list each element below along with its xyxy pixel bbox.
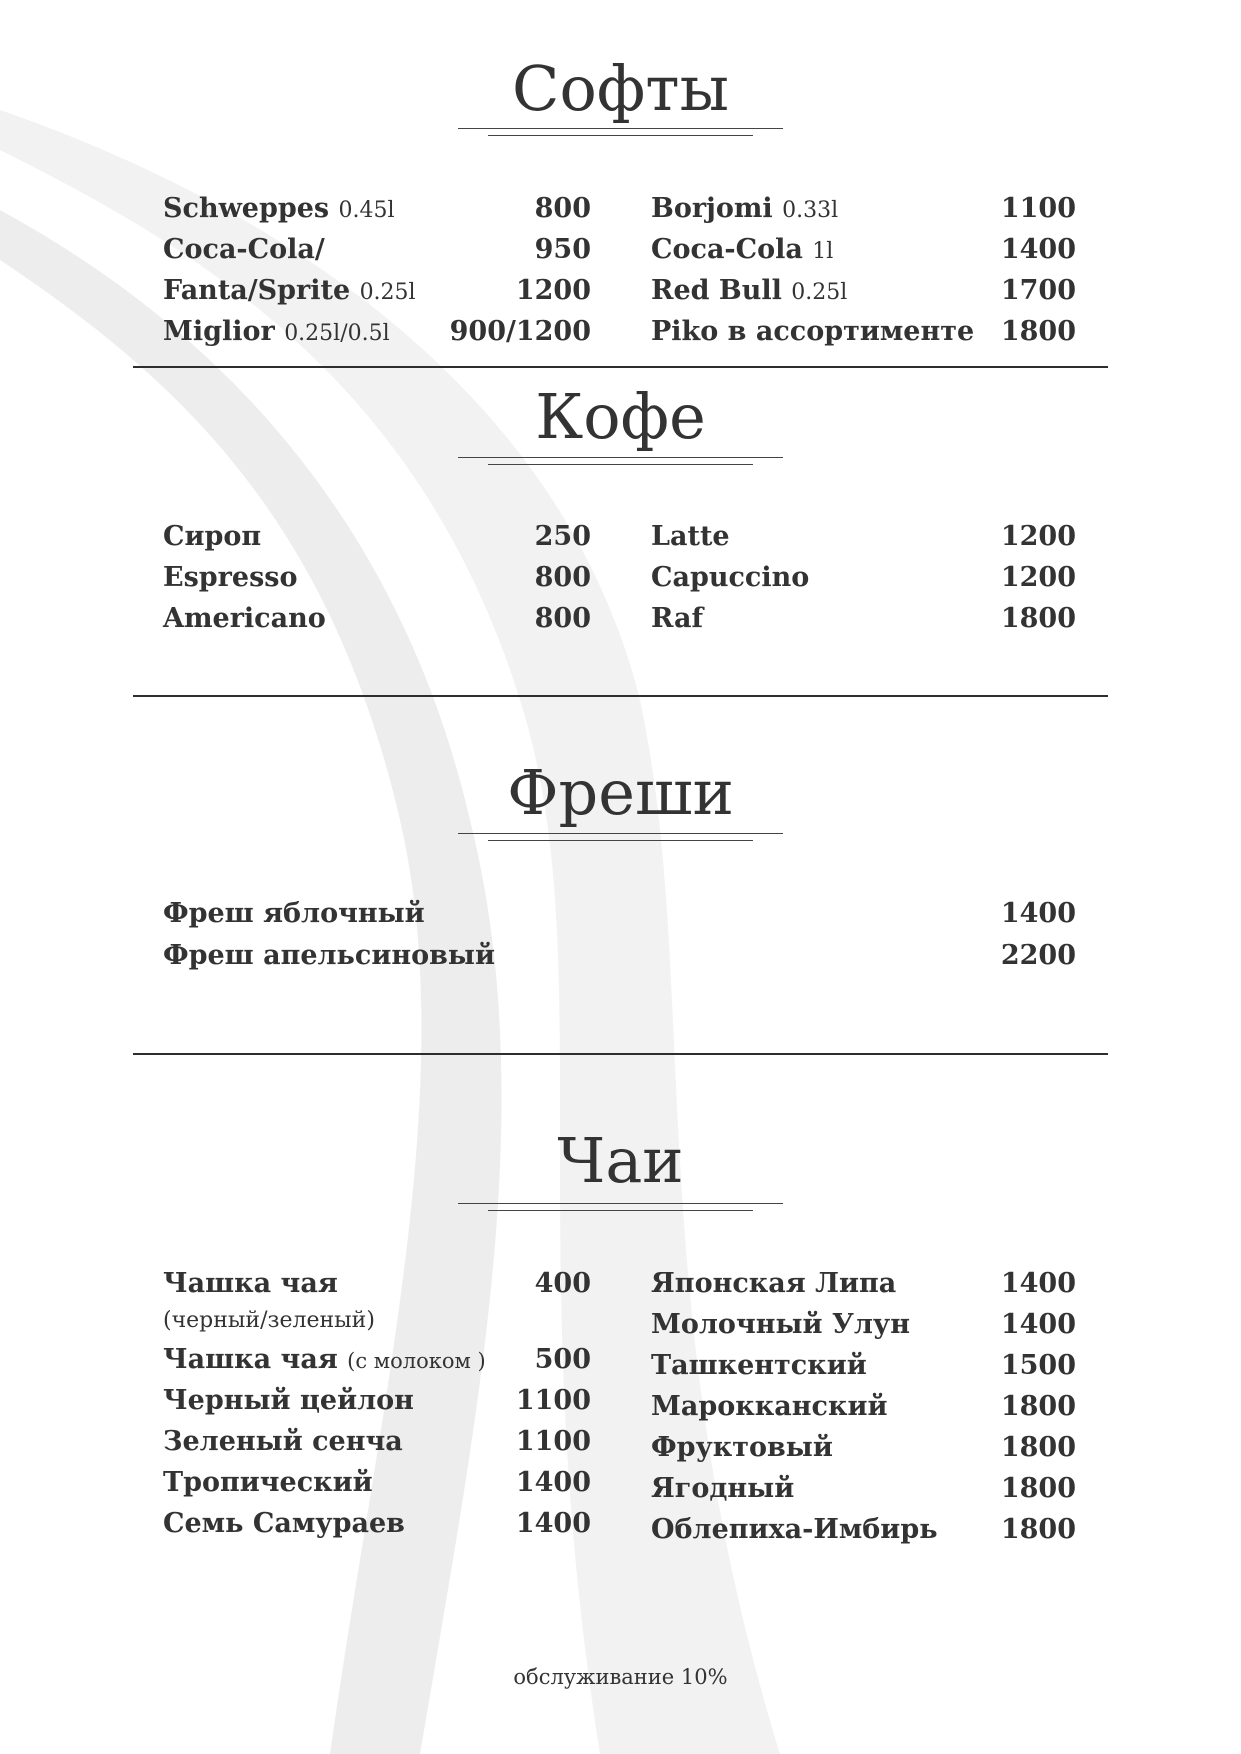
menu-item: Сироп 250 <box>163 521 591 552</box>
menu-item: Borjomi 0.33l 1100 <box>651 193 1076 224</box>
menu-item: Молочный Улун 1400 <box>651 1309 1076 1340</box>
section-title-softs: Софты <box>512 52 729 125</box>
service-charge-note: обслуживание 10% <box>513 1665 728 1689</box>
menu-item: Тропический 1400 <box>163 1467 591 1498</box>
section-divider <box>133 1053 1108 1055</box>
menu-item: Облепиха-Имбирь 1800 <box>651 1514 1076 1545</box>
menu-item: Фруктовый 1800 <box>651 1432 1076 1463</box>
menu-item: Schweppes 0.45l 800 <box>163 193 591 224</box>
menu-item: Фреш апельсиновый 2200 <box>163 940 1076 971</box>
menu-item: Чашка чая 400 <box>163 1268 591 1299</box>
title-underline-fresh <box>458 833 783 847</box>
menu-item: Espresso 800 <box>163 562 591 593</box>
title-underline-tea <box>458 1203 783 1217</box>
menu-item: Raf 1800 <box>651 603 1076 634</box>
title-underline-softs <box>458 128 783 142</box>
menu-item: Японская Липа 1400 <box>651 1268 1076 1299</box>
section-title-coffee: Кофе <box>535 380 706 453</box>
section-divider <box>133 366 1108 368</box>
menu-item: Черный цейлон 1100 <box>163 1385 591 1416</box>
menu-item: Red Bull 0.25l 1700 <box>651 275 1076 306</box>
menu-item: Фреш яблочный 1400 <box>163 898 1076 929</box>
menu-item: Coca-Cola/ 950 <box>163 234 591 265</box>
title-underline-coffee <box>458 457 783 471</box>
menu-item: Capuccino 1200 <box>651 562 1076 593</box>
menu-item: Piko в ассортименте 1800 <box>651 316 1076 347</box>
section-title-tea: Чаи <box>557 1124 684 1197</box>
menu-item: Coca-Cola 1l 1400 <box>651 234 1076 265</box>
menu-item: Марокканский 1800 <box>651 1391 1076 1422</box>
menu-item: Americano 800 <box>163 603 591 634</box>
menu-item: Зеленый сенча 1100 <box>163 1426 591 1457</box>
menu-item: Latte 1200 <box>651 521 1076 552</box>
menu-item: Чашка чая (с молоком ) 500 <box>163 1344 591 1375</box>
menu-item: Ягодный 1800 <box>651 1473 1076 1504</box>
section-divider <box>133 695 1108 697</box>
menu-item: Miglior 0.25l/0.5l 900/1200 <box>163 316 591 347</box>
menu-item: Ташкентский 1500 <box>651 1350 1076 1381</box>
section-title-fresh: Фреши <box>507 756 734 829</box>
item-note: (черный/зеленый) <box>163 1308 375 1333</box>
menu-item: Семь Самураев 1400 <box>163 1508 591 1539</box>
menu-item: Fanta/Sprite 0.25l 1200 <box>163 275 591 306</box>
